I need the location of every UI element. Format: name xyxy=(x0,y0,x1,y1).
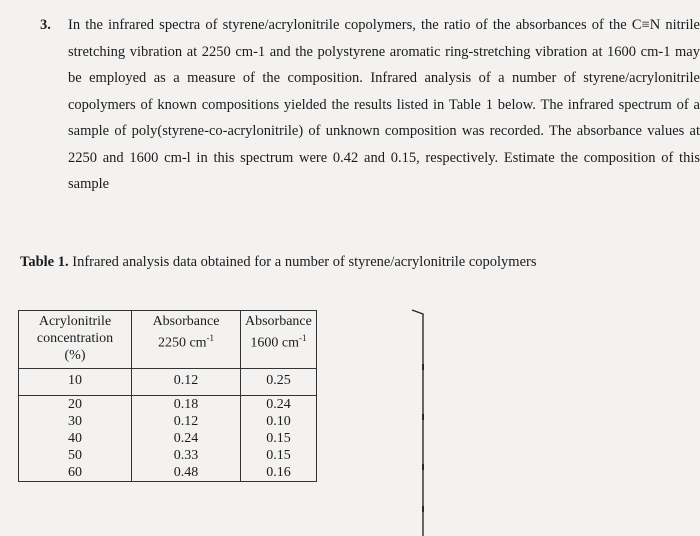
cell-absorbance-2250: 0.18 xyxy=(132,396,241,414)
cell-absorbance-2250: 0.48 xyxy=(132,464,241,482)
cell-absorbance-1600: 0.16 xyxy=(241,464,317,482)
cell-concentration: 40 xyxy=(19,430,132,447)
table-row xyxy=(19,430,317,447)
absorbance-table xyxy=(18,310,317,482)
table-header-row xyxy=(19,311,317,369)
cell-concentration: 10 xyxy=(19,369,132,396)
table-row xyxy=(19,369,317,396)
header-acrylonitrile-concentration: Acrylonitrile concentration (%) xyxy=(19,311,132,369)
cell-absorbance-1600: 0.10 xyxy=(241,413,317,430)
table-row xyxy=(19,464,317,482)
problem-text: In the infrared spectra of styrene/acrylonitrile copolymers, the ratio of the absorbances of the C≡N nitrile stretching vibration at 2250 cm-1 and the polystyrene aromatic ring-stretching vibration at 1600 cm-1 may be employed as a measure of the composition. Infrared analysis of a number of styrene/acrylonitrile copolymers of known compositions yielded the results listed in Table 1 below. The infrared spectrum of a sample of poly(styrene-co-acrylonitrile) of unknown composition was recorded. The absorbance values at 2250 and 1600 cm-l in this spectrum were 0.42 and 0.15, respectively. Estimate the composition of this sample xyxy=(68,17,700,192)
cell-absorbance-1600: 0.15 xyxy=(241,447,317,464)
header-absorbance-2250: Absorbance 2250 $cm^{-1}$ xyxy=(132,311,241,369)
table-caption-label: Table 1. xyxy=(20,254,69,270)
cell-absorbance-1600: 0.25 xyxy=(241,369,317,396)
cell-concentration: 50 xyxy=(19,447,132,464)
cell-absorbance-2250: 0.12 xyxy=(132,413,241,430)
header-absorbance-1600: Absorbance 1600 $cm^{-1}$ xyxy=(241,311,317,369)
table-row xyxy=(19,413,317,430)
cell-absorbance-2250: 0.24 xyxy=(132,430,241,447)
table-caption-text: Infrared analysis data obtained for a number of styrene/acrylonitrile copolymers xyxy=(68,254,537,270)
problem-statement xyxy=(40,12,700,198)
table-caption xyxy=(20,254,536,271)
cell-absorbance-1600: 0.24 xyxy=(241,396,317,414)
cell-absorbance-2250: 0.12 xyxy=(132,369,241,396)
cell-absorbance-2250: 0.33 xyxy=(132,447,241,464)
cell-concentration: 20 xyxy=(19,396,132,414)
table-row xyxy=(19,447,317,464)
cell-concentration: 60 xyxy=(19,464,132,482)
problem-number: 3. xyxy=(40,17,51,33)
table-row xyxy=(19,396,317,414)
cell-absorbance-1600: 0.15 xyxy=(241,430,317,447)
ruler-bracket-mark xyxy=(411,306,425,536)
cell-concentration: 30 xyxy=(19,413,132,430)
